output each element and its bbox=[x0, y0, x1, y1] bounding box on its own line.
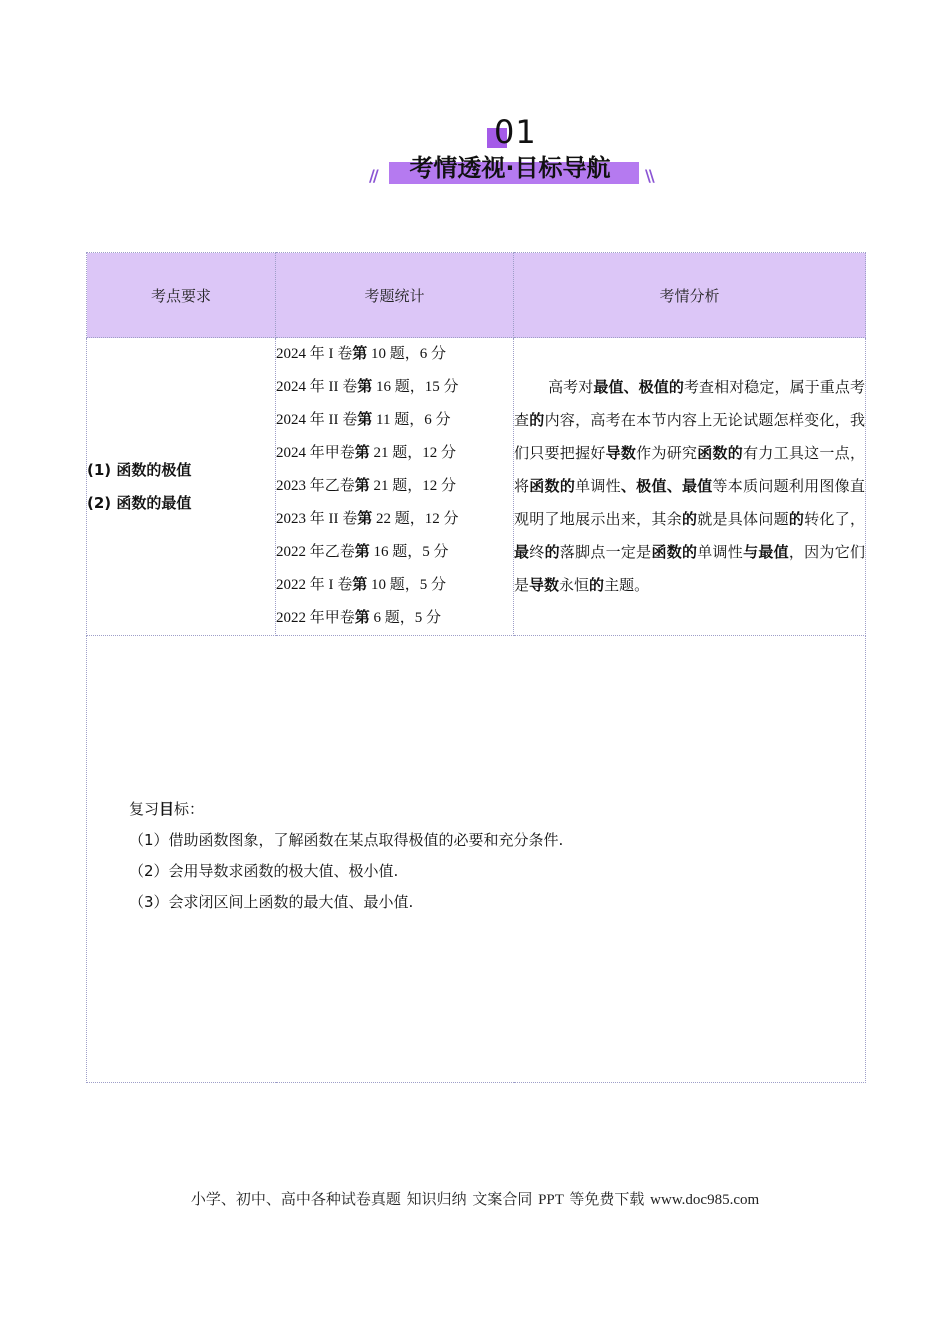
goal-item: （3）会求闭区间上函数的最大值、最小值. bbox=[129, 893, 414, 911]
requirement-item: (1) 函数的极值 bbox=[87, 460, 192, 479]
analysis-run: 单调性 bbox=[697, 543, 744, 561]
stat-line: 2022 年甲卷第 6 题，5 分 bbox=[276, 610, 442, 626]
analysis-run: 导数 bbox=[529, 576, 560, 594]
header-statistics: 考题统计 bbox=[276, 253, 514, 338]
analysis-run: 考查相对稳定，属于重点考查 bbox=[514, 378, 865, 429]
requirements-cell bbox=[87, 338, 276, 636]
section-number: 01 bbox=[494, 113, 537, 151]
analysis-run: ，因为它们是 bbox=[514, 543, 865, 594]
header-analysis: 考情分析 bbox=[514, 253, 866, 338]
header-requirements: 考点要求 bbox=[87, 253, 276, 338]
analysis-cell bbox=[514, 338, 866, 636]
stat-line: 2022 年乙卷第 16 题，5 分 bbox=[276, 544, 449, 560]
analysis-run: 作为研究 bbox=[636, 444, 698, 462]
analysis-run: 的 bbox=[681, 510, 698, 528]
goals-cell bbox=[87, 636, 866, 1083]
section-title: 考情透视·目标导航 bbox=[409, 154, 611, 182]
analysis-run: 转化了， bbox=[804, 510, 865, 528]
analysis-run: 单调性 bbox=[575, 477, 621, 495]
stat-line: 2023 年 II 卷第 22 题，12 分 bbox=[276, 511, 459, 527]
analysis-run: 导数 bbox=[605, 444, 637, 462]
stat-line: 2023 年乙卷第 21 题，12 分 bbox=[276, 478, 457, 494]
analysis-run: 有力工具这一点，将 bbox=[514, 444, 865, 495]
stat-line: 2024 年 I 卷第 10 题，6 分 bbox=[276, 346, 447, 362]
table-header-row bbox=[87, 253, 866, 338]
section-header bbox=[0, 108, 950, 198]
stat-line: 2024 年甲卷第 21 题，12 分 bbox=[276, 445, 457, 461]
analysis-run: 函数的 bbox=[697, 444, 744, 462]
statistics-cell bbox=[276, 338, 514, 636]
analysis-run: 等本质问题利用图像直观明了地展示出来，其余 bbox=[514, 477, 865, 528]
stat-line: 2022 年 I 卷第 10 题，5 分 bbox=[276, 577, 447, 593]
requirement-item: (2) 函数的最值 bbox=[87, 493, 192, 512]
analysis-run: 终 bbox=[529, 543, 545, 561]
stat-line: 2024 年 II 卷第 11 题，6 分 bbox=[276, 412, 451, 428]
analysis-paragraph bbox=[514, 378, 865, 594]
analysis-run: 的 bbox=[544, 543, 560, 561]
stat-line: 2024 年 II 卷第 16 题，15 分 bbox=[276, 379, 459, 395]
analysis-run: 的 bbox=[529, 411, 545, 429]
page-footer: 小学、初中、高中各种试卷真题 知识归纳 文案合同 PPT 等免费下载 www.doc985.com bbox=[190, 1192, 760, 1208]
analysis-run: 、极值、最值 bbox=[620, 477, 713, 495]
exam-analysis-table bbox=[86, 252, 866, 1083]
analysis-run: 与最值 bbox=[743, 543, 789, 561]
analysis-run: 就是具体问题 bbox=[697, 510, 789, 528]
left-slash-mark: // bbox=[369, 166, 377, 185]
review-goals bbox=[129, 794, 563, 918]
goal-item: （1）借助函数图象，了解函数在某点取得极值的必要和充分条件. bbox=[129, 831, 564, 849]
right-slash-mark: \\ bbox=[645, 166, 653, 185]
goal-item: （2）会用导数求函数的极大值、极小值. bbox=[129, 862, 399, 880]
goals-heading: 复习目标： bbox=[129, 800, 205, 818]
analysis-run: 主题。 bbox=[604, 576, 650, 594]
analysis-run: 最值、极值的 bbox=[593, 378, 684, 396]
analysis-run: 落脚点一定是 bbox=[559, 543, 652, 561]
analysis-run: 高考对 bbox=[548, 378, 594, 396]
analysis-run: 的 bbox=[589, 576, 605, 594]
goals-row bbox=[87, 636, 866, 1083]
analysis-run: 函数的 bbox=[529, 477, 576, 495]
analysis-run: 内容，高考在本节内容上无论试题怎样变化，我们只要把握好 bbox=[514, 411, 865, 462]
analysis-run: 的 bbox=[788, 510, 805, 528]
analysis-run: 函数的 bbox=[651, 543, 698, 561]
table-content-row bbox=[87, 338, 866, 636]
analysis-run: 最 bbox=[514, 543, 530, 561]
analysis-run: 永恒 bbox=[559, 576, 590, 594]
